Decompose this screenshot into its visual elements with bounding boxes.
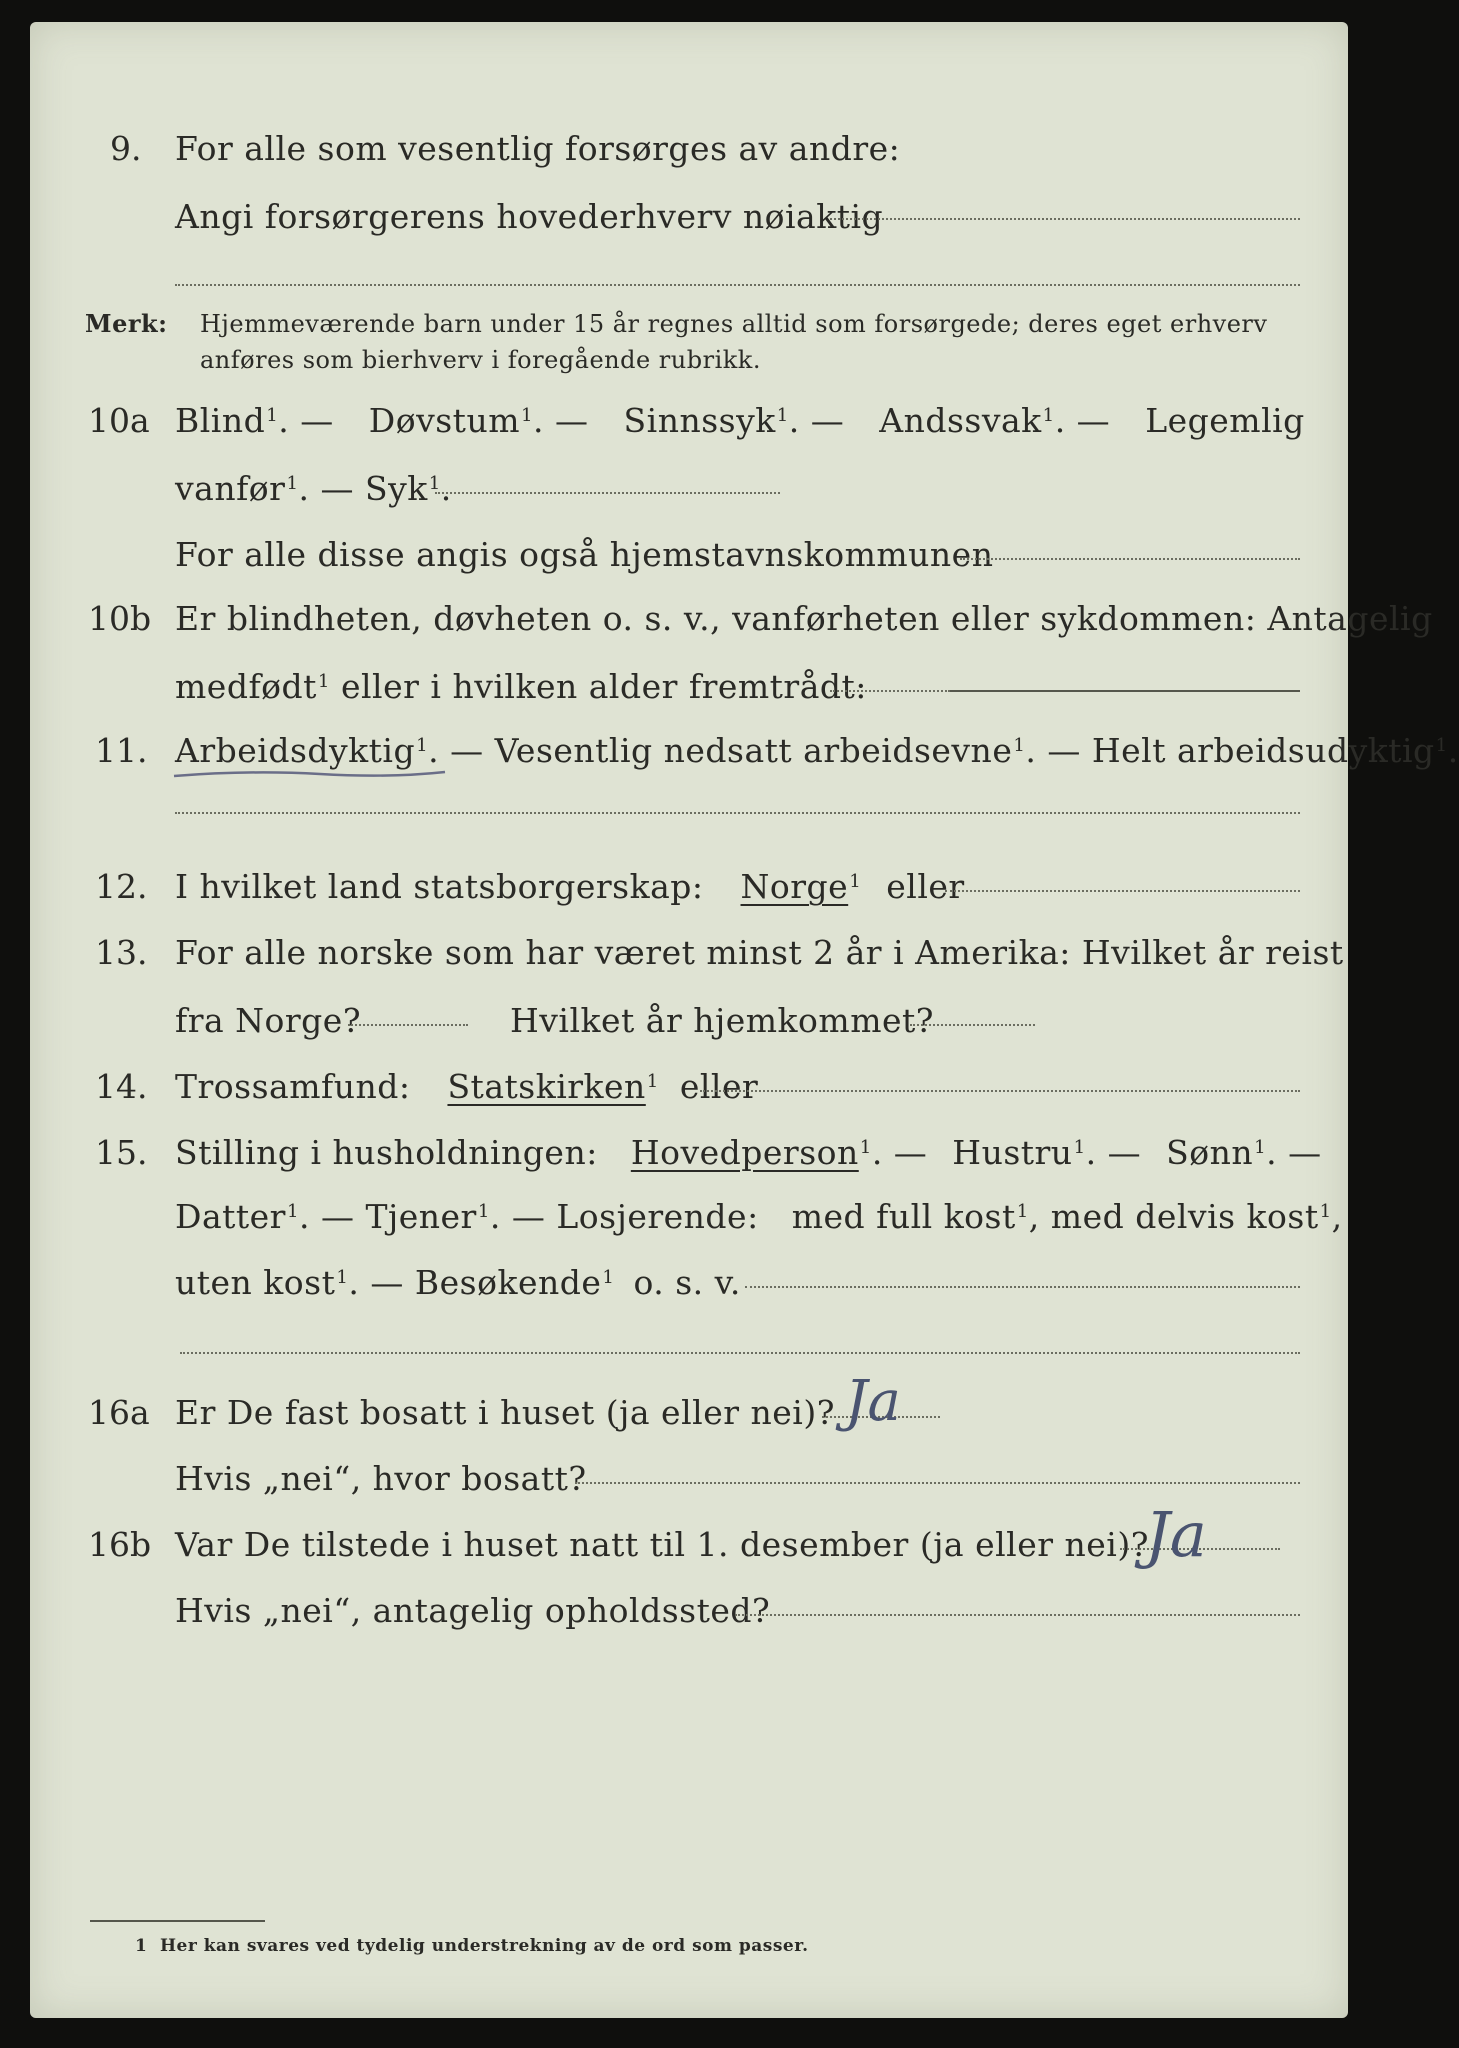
- q12-answer-dots: [945, 890, 1300, 892]
- q16a-line2: Hvis „nei“, hvor bosatt?: [175, 1459, 587, 1498]
- option-nedsatt: Vesentlig nedsatt arbeidsevne: [494, 731, 1013, 770]
- q9-line2: Angi forsørgerens hovederhverv nøiaktig: [175, 197, 884, 236]
- q10a-line3: For alle disse angis også hjemstavnskommunen: [175, 535, 994, 574]
- option-hustru: Hustru: [952, 1133, 1073, 1172]
- q10b-answer-line: [950, 690, 1300, 692]
- option-medfodt: medfødt: [175, 667, 317, 706]
- q14-answer-dots: [700, 1090, 1300, 1092]
- footnote-rule: [90, 1920, 265, 1922]
- q16b-handwritten-answer: Ja: [1145, 1498, 1207, 1571]
- q14-number: 14.: [95, 1067, 148, 1106]
- q12-eller: eller: [886, 867, 965, 906]
- q9-number: 9.: [110, 129, 142, 168]
- footnote-text: Her kan svares ved tydelig understrekning av de ord som passer.: [160, 1936, 809, 1956]
- census-form-page: [30, 22, 1459, 2018]
- option-blind: Blind: [175, 401, 266, 440]
- q10b-line1: Er blindheten, døvheten o. s. v., vanførheten eller sykdommen: Antagelig: [175, 599, 1433, 638]
- merk-line2: anføres som bierhverv i foregående rubrikk.: [200, 346, 761, 374]
- q14-text: Trossamfund:: [175, 1067, 411, 1106]
- q10a-line1: Blind$^1$. — Døvstum$^1$. — Sinnssyk$^1$. — Andssvak$^1$. — Legemlig: [175, 401, 1305, 440]
- q16a-bosatt-dots: [575, 1482, 1300, 1484]
- option-vanfor: vanfør: [175, 469, 286, 508]
- merk-line1: Hjemmeværende barn under 15 år regnes alltid som forsørgede; deres eget erhverv: [200, 310, 1268, 338]
- q16b-line2: Hvis „nei“, antagelig opholdssted?: [175, 1591, 771, 1630]
- q16b-opholdssted-dots: [735, 1614, 1300, 1616]
- q11-answer-dots: [175, 812, 1300, 814]
- q15-text: Stilling i husholdningen:: [175, 1133, 598, 1172]
- option-tjener: Tjener: [365, 1197, 477, 1236]
- arbeidsdyktig-underline-mark: [170, 764, 450, 784]
- q13-line2a: fra Norge?: [175, 1001, 362, 1040]
- merk-label: Merk:: [85, 309, 168, 338]
- q13-line2b: Hvilket år hjemkommet?: [510, 1001, 934, 1040]
- q10a-answer-dots: [435, 492, 780, 494]
- q11-number: 11.: [95, 731, 148, 770]
- q10a-line2: vanfør$^1$. — Syk$^1$.: [175, 469, 452, 508]
- q15-number: 15.: [95, 1133, 148, 1172]
- option-hovedperson: Hovedperson: [630, 1133, 859, 1172]
- q12-line: I hvilket land statsborgerskap: Norge$^1$ eller: [175, 867, 965, 906]
- q10a-number: 10a: [88, 401, 150, 440]
- q14-line: Trossamfund: Statskirken$^1$ eller: [175, 1067, 759, 1106]
- q16a-handwritten-answer: Ja: [845, 1369, 901, 1434]
- option-arbeidsdyktig: Arbeidsdyktig: [175, 731, 416, 770]
- q12-text: I hvilket land statsborgerskap:: [175, 867, 704, 906]
- option-uten-kost: uten kost: [175, 1263, 336, 1302]
- option-syk: Syk: [364, 469, 428, 508]
- q15-answer-dots-2: [180, 1352, 1300, 1354]
- option-besokende: Besøkende: [414, 1263, 602, 1302]
- q15-answer-dots: [745, 1286, 1300, 1288]
- footnote-mark: 1: [135, 1936, 148, 1956]
- option-dovstum: Døvstum: [368, 401, 520, 440]
- q13-line1: For alle norske som har været minst 2 år i Amerika: Hvilket år reist: [175, 933, 1344, 972]
- q16b-number: 16b: [88, 1525, 152, 1564]
- option-datter: Datter: [175, 1197, 286, 1236]
- q13-number: 13.: [95, 933, 148, 972]
- option-sinnssyk: Sinnssyk: [623, 401, 776, 440]
- q10b-answer-dots: [830, 690, 950, 692]
- option-sonn: Sønn: [1166, 1133, 1254, 1172]
- q15-line1: Stilling i husholdningen: Hovedperson$^1$. — Hustru$^1$. — Sønn$^1$. —: [175, 1133, 1322, 1172]
- q10b-line2-rest: eller i hvilken alder fremtrådt:: [340, 667, 867, 706]
- q16a-line1: Er De fast bosatt i huset (ja eller nei)?: [175, 1393, 835, 1432]
- q12-number: 12.: [95, 867, 148, 906]
- q9-answer-dots: [830, 218, 1300, 220]
- q14-eller: eller: [679, 1067, 759, 1106]
- q10b-number: 10b: [88, 599, 152, 638]
- option-med-full-kost: med full kost: [791, 1197, 1016, 1236]
- option-statskirken: Statskirken: [447, 1067, 646, 1106]
- option-norge: Norge: [740, 867, 849, 906]
- q11-line: Arbeidsdyktig$^1$. — Vesentlig nedsatt arbeidsevne$^1$. — Helt arbeidsudyktig$^1$.: [175, 731, 1459, 770]
- q13-hjemkommet-dots: [910, 1024, 1035, 1026]
- q16a-number: 16a: [88, 1393, 150, 1432]
- q16b-line1: Var De tilstede i huset natt til 1. desember (ja eller nei)?: [175, 1525, 1149, 1564]
- q9-line1: For alle som vesentlig forsørges av andre:: [175, 129, 901, 168]
- q9-answer-dots-2: [175, 284, 1300, 286]
- q10b-line2: medfødt$^1$ eller i hvilken alder fremtrådt:: [175, 667, 867, 706]
- q13-reist-dots: [348, 1024, 468, 1026]
- option-legemlig: Legemlig: [1145, 401, 1305, 440]
- option-med-delvis-kost: med delvis kost: [1050, 1197, 1319, 1236]
- q10a-hjemstavn-dots: [960, 558, 1300, 560]
- option-udyktig: Helt arbeidsudyktig: [1091, 731, 1435, 770]
- q15-line2: Datter$^1$. — Tjener$^1$. — Losjerende: med full kost$^1$, med delvis kost$^1$,: [175, 1197, 1343, 1236]
- q15-osv: o. s. v.: [633, 1263, 741, 1302]
- option-andssvak: Andssvak: [879, 401, 1042, 440]
- option-losjerende: Losjerende:: [556, 1197, 759, 1236]
- q15-line3: uten kost$^1$. — Besøkende$^1$ o. s. v.: [175, 1263, 741, 1302]
